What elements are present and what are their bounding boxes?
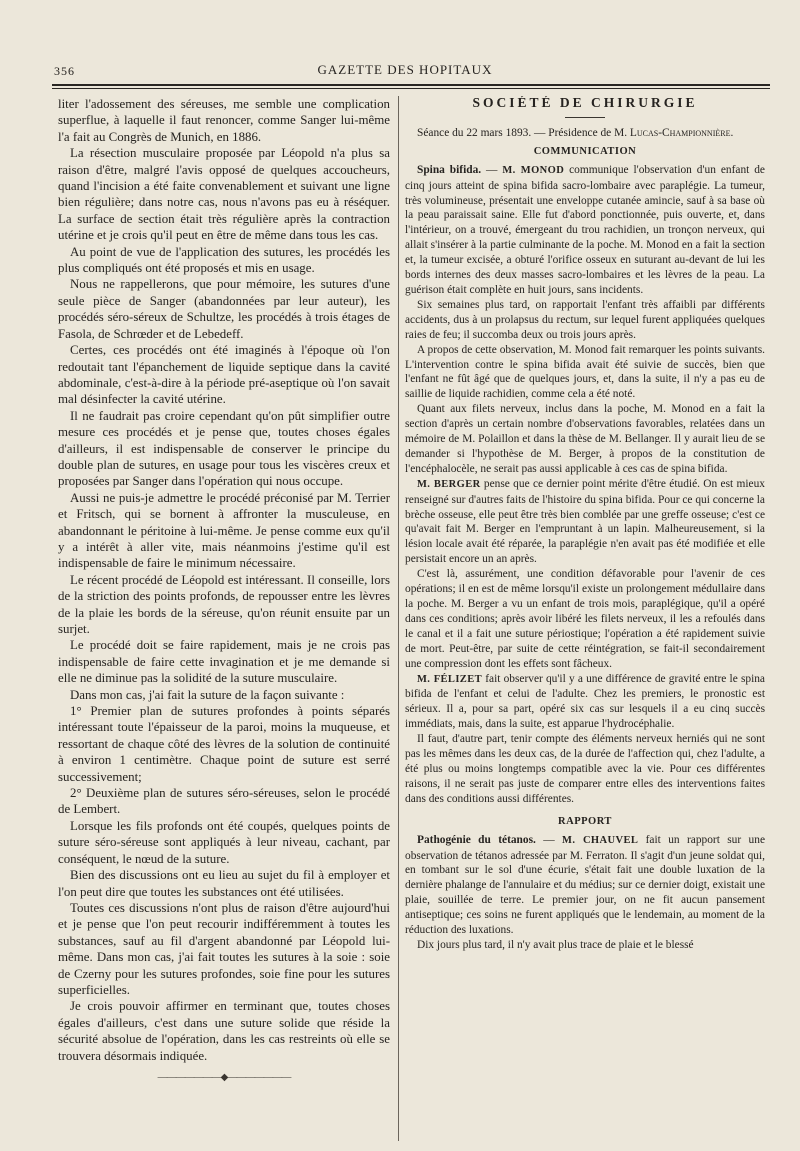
paragraph: Lorsque les fils profonds ont été coupés, quelques points de suture séro-séreuse sont appliqués à leur niveau, cachant, par conséquent, le nœud de la suture. [58,818,390,866]
speaker-name: M. FÉLIZET [417,673,483,685]
paragraph [405,672,765,733]
speaker-name: M. BERGER [417,478,481,490]
title-rule [565,117,605,118]
session-text: Séance du 22 mars 1893. — Présidence de M. [417,126,630,139]
left-column [58,96,390,1146]
president-name: Lucas-Championnière. [629,126,734,139]
paragraph: Certes, ces procédés ont été imaginés à l'époque où l'on redoutait tant l'épanchement de liquide septique dans la cavité abdominale, c'est-à-dire à la période pré-aseptique où l'on savait mal désinfecter la cavité utérine. [58,343,390,407]
topic-title: Pathogénie du tétanos. [417,833,536,846]
paragraph: 2° Deuxième plan de sutures séro-séreuses, selon le procédé de Lembert. [58,786,390,817]
rapport-heading: RAPPORT [558,815,612,827]
paragraph: Dix jours plus tard, il n'y avait plus trace de plaie et le blessé [417,938,694,951]
paragraph: Le récent procédé de Léopold est intéressant. Il conseille, lors de la striction des points profonds, de repousser entre les lèvres de la plaie les bords de la séreuse, qu'on réunit ensuite par un surjet. [58,572,390,636]
paragraph: 1° Premier plan de sutures profondes à points séparés intéressant toute l'épaisseur de la paroi, moins la muqueuse, et ressortant de chaque côté des lèvres de la solution de continuité à environ 1 centimètre. Chaque point de suture est serré successivement; [58,704,390,784]
paragraph: Toutes ces discussions n'ont plus de raison d'être aujourd'hui et je pense que l'on peut recourir indifféremment à toutes les substances, sauf au fil d'argent abandonné par Léopold lui-même. Dans mon cas, j'ai fait toutes les sutures à la soie : soie de Czerny pour les sutures profondes, soie fine pour les sutures superficielles. [58,900,390,997]
page-header [40,60,770,82]
paragraph [405,477,765,567]
paragraph: Il faut, d'autre part, tenir compte des éléments nerveux herniés qui ne sont pas les mêmes dans les deux cas, de la durée de l'affection qui, chez l'adulte, a été plus ou moins longtemps compatible avec la vie. Pour ces différentes raisons, il ne serait pas juste de comparer entre elles des interventions faites dans des conditions aussi différentes. [405,733,765,805]
paragraph-text: pense que ce dernier point mérite d'être étudié. On est mieux renseigné sur d'autres faits de l'histoire du spina bifida. Pour ce qui concerne la brèche osseuse, elle peut être très bien comblée par une greffe osseuse; c'est ce qu'avait fait M. Berger en l'empruntant à un lapin. Malheureusement, si la lésion locale avait été réparée, la paraplégie n'en avait pas été modifiée et elle persistait encore un an après. [405,477,765,566]
right-column [405,96,765,1146]
paragraph: Nous ne rappellerons, que pour mémoire, les sutures d'une seule pièce de Sanger (abandonnées par leur auteur), les procédés séro-séreux de Schultze, les procédés à trois étages de Fasola, de Schrœder et de Lebedeff. [58,277,390,341]
paragraph: Bien des discussions ont eu lieu au sujet du fil à employer et l'on peut dire que toutes les substances ont été utilisées. [58,868,390,899]
paragraph: Il ne faudrait pas croire cependant qu'on pût simplifier outre mesure ces procédés et je pense que, toutes choses égales d'ailleurs, il est indispensable de conserver le principe du double plan de sutures, en usage pour tous les viscères creux et proposées par Sanger dans l'opération qui nous occupe. [58,408,390,489]
paragraph: Dans mon cas, j'ai fait la suture de la façon suivante : [70,687,345,702]
paragraph: Le procédé doit se faire rapidement, mais je ne crois pas indispensable de faire cette invagination et je me demande si elle ne diminue pas la solidité de la suture musculaire. [58,638,390,686]
paragraph: Aussi ne puis-je admettre le procédé préconisé par M. Terrier et Fritsch, qui se bornent à affronter la musculeuse, en abandonnant le péritoine à lui-même. Je pense comme eux qu'il y a intérêt à aller vite, mais néanmoins j'estime qu'il est indispensable de faire le minimum nécessaire. [58,490,390,571]
end-ornament: ———————◆——————— [157,1071,291,1083]
paragraph-text: communique l'observation d'un enfant de cinq jours atteint de spina bifida sacro-lombaire avec paraplégie. La tumeur, très volumineuse, présentait une enveloppe cutanée amincie, sauf à sa base où la peau paraissait saine. Elle fut d'abord ponctionnée, puis ouverte, et, dans l'intérieur, on a trouvé, émergeant du trou rachidien, un tronçon nerveux, qui allait s'insérer à la partie culminante de la poche. M. Monod en a fait la section et, la tumeur excisée, a obturé l'orifice osseux en suturant au-devant de lui les bords internes des deux masses sacro-lombaires et les lèvres de la peau. La guérison était complète en huit jours, sans incidents. [405,163,765,296]
paragraph: liter l'adossement des séreuses, me semble une complication superflue, à laquelle il faut renoncer, comme Sanger lui-même l'a fait au Congrès de Munich, en 1886. [58,97,390,144]
session-line [405,126,765,141]
topic-dash: — [535,833,563,846]
speaker-name: M. CHAUVEL [562,834,639,846]
paragraph [405,833,765,938]
paragraph: Six semaines plus tard, on rapportait l'enfant très affaibli par différents accidents, dus à un prolapsus du rectum, sur lequel furent appliquées quelques raies de feu; il succomba deux ou trois jours après. [405,298,765,341]
running-title: GAZETTE DES HOPITAUX [317,62,493,77]
header-rule [52,84,770,86]
paragraph: Quant aux filets nerveux, inclus dans la poche, M. Monod en a fait la section d'après un certain nombre d'observations favorables, relatées dans un mémoire de M. Polaillon et dans la thèse de M. Bellanger. Il y aurait lieu de se demander si l'hypothèse de M. Berger, à propos de la constitution de l'encéphalocèle, ne serait pas aussi applicable à ces cas de spina bifida. [405,403,765,475]
paragraph: La résection musculaire proposée par Léopold n'a plus sa raison d'être, malgré l'avis opposé de quelques accoucheurs, quand l'incision a été faite convenablement et suivant une ligne bien régulière; dans notre cas, nous n'avons pas eu à réséquer. La surface de section était très régulière après la contraction utérine et je crois qu'il peut en être de même dans tous les cas. [58,146,390,243]
page-number: 356 [54,64,75,78]
paragraph: Spina bifida. — M. MONOD communique l'observation d'un enfant de cinq jours atteint de spina bifida sacro-lombaire avec paraplégie. La tumeur, très volumineuse, présentait une enveloppe cutanée amincie, sauf à sa base où la peau paraissait saine. Elle fut d'abord ponctionnée, puis ouverte, et, dans l'intérieur, on a trouvé, émergeant du trou rachidien, un tronçon nerveux, qui allait s'insérer à la partie culminante de la poche. M. Monod en a fait la section et, la tumeur excisée, a obturé l'orifice osseux en suturant au-devant de lui les bords internes des deux masses sacro-lombaires et les lèvres de la peau. La guérison était complète en huit jours, sans incidents. [405,163,765,296]
paragraph: A propos de cette observation, M. Monod fait remarquer les points suivants. L'intervention contre le spina bifida avait été suivie de succès, bien que l'enfant ne fût âgé que de quelques jours, et, dans la suite, il n'y a pas eu de saillie de liquide rachidien, comme cela a été noté. [405,343,765,401]
column-divider [398,96,399,1141]
header-rule-thin [52,88,770,89]
paragraph-text: fait un rapport sur une observation de tétanos adressée par M. Ferraton. Il s'agit d'un jeune soldat qui, en tombant sur le sol d'une écurie, s'était fait une double luxation de la dernière phalange de l'annulaire et du médius; sur ce dernier doigt, existait une plaie, souillée de terre. Le premier jour, on ne fit aucun pansement antiseptique; ces soins ne furent appliqués que le lendemain, au moment de la réduction des luxations. [405,833,765,937]
paragraph: Au point de vue de l'application des sutures, les procédés les plus compliqués ont été proposés et mis en usage. [58,244,390,276]
paragraph: C'est là, assurément, une condition défavorable pour l'avenir de ces opérations; il en est de même lorsqu'il existe un prolongement médullaire dans la poche. M. Berger a vu un enfant de trois mois, paraplégique, qu'il a opéré dans ces conditions; après avoir libéré les filets nerveux, il les a refoulés dans le canal et il a fait une suture périostique; l'opération a été rapidement suivie de mort. Peut-être, par suite de cette réintégration, se fait-il secondairement une compression dont les effets sont fâcheux. [405,568,765,670]
paragraph: Je crois pouvoir affirmer en terminant que, toutes choses égales d'ailleurs, c'est dans une suture solide que réside la sécurité absolue de l'opération, dans les cas restreints où elle se trouvera désormais indiquée. [58,999,390,1063]
communication-heading: COMMUNICATION [533,145,637,157]
topic-title: Spina bifida. [417,163,482,176]
paragraph-text: fait observer qu'il y a une différence de gravité entre le spina bifida de l'enfant et celui de l'adulte. Chez les premiers, le pronostic est sérieux. Il a, pour sa part, opéré six cas sur lesquels il a eu cinq succès immédiats, mais, dans la suite, est apparue l'hydrocéphalie. [405,672,765,731]
speaker-name: M. MONOD [502,164,565,176]
society-title: SOCIÉTÉ DE CHIRURGIE [472,96,698,110]
